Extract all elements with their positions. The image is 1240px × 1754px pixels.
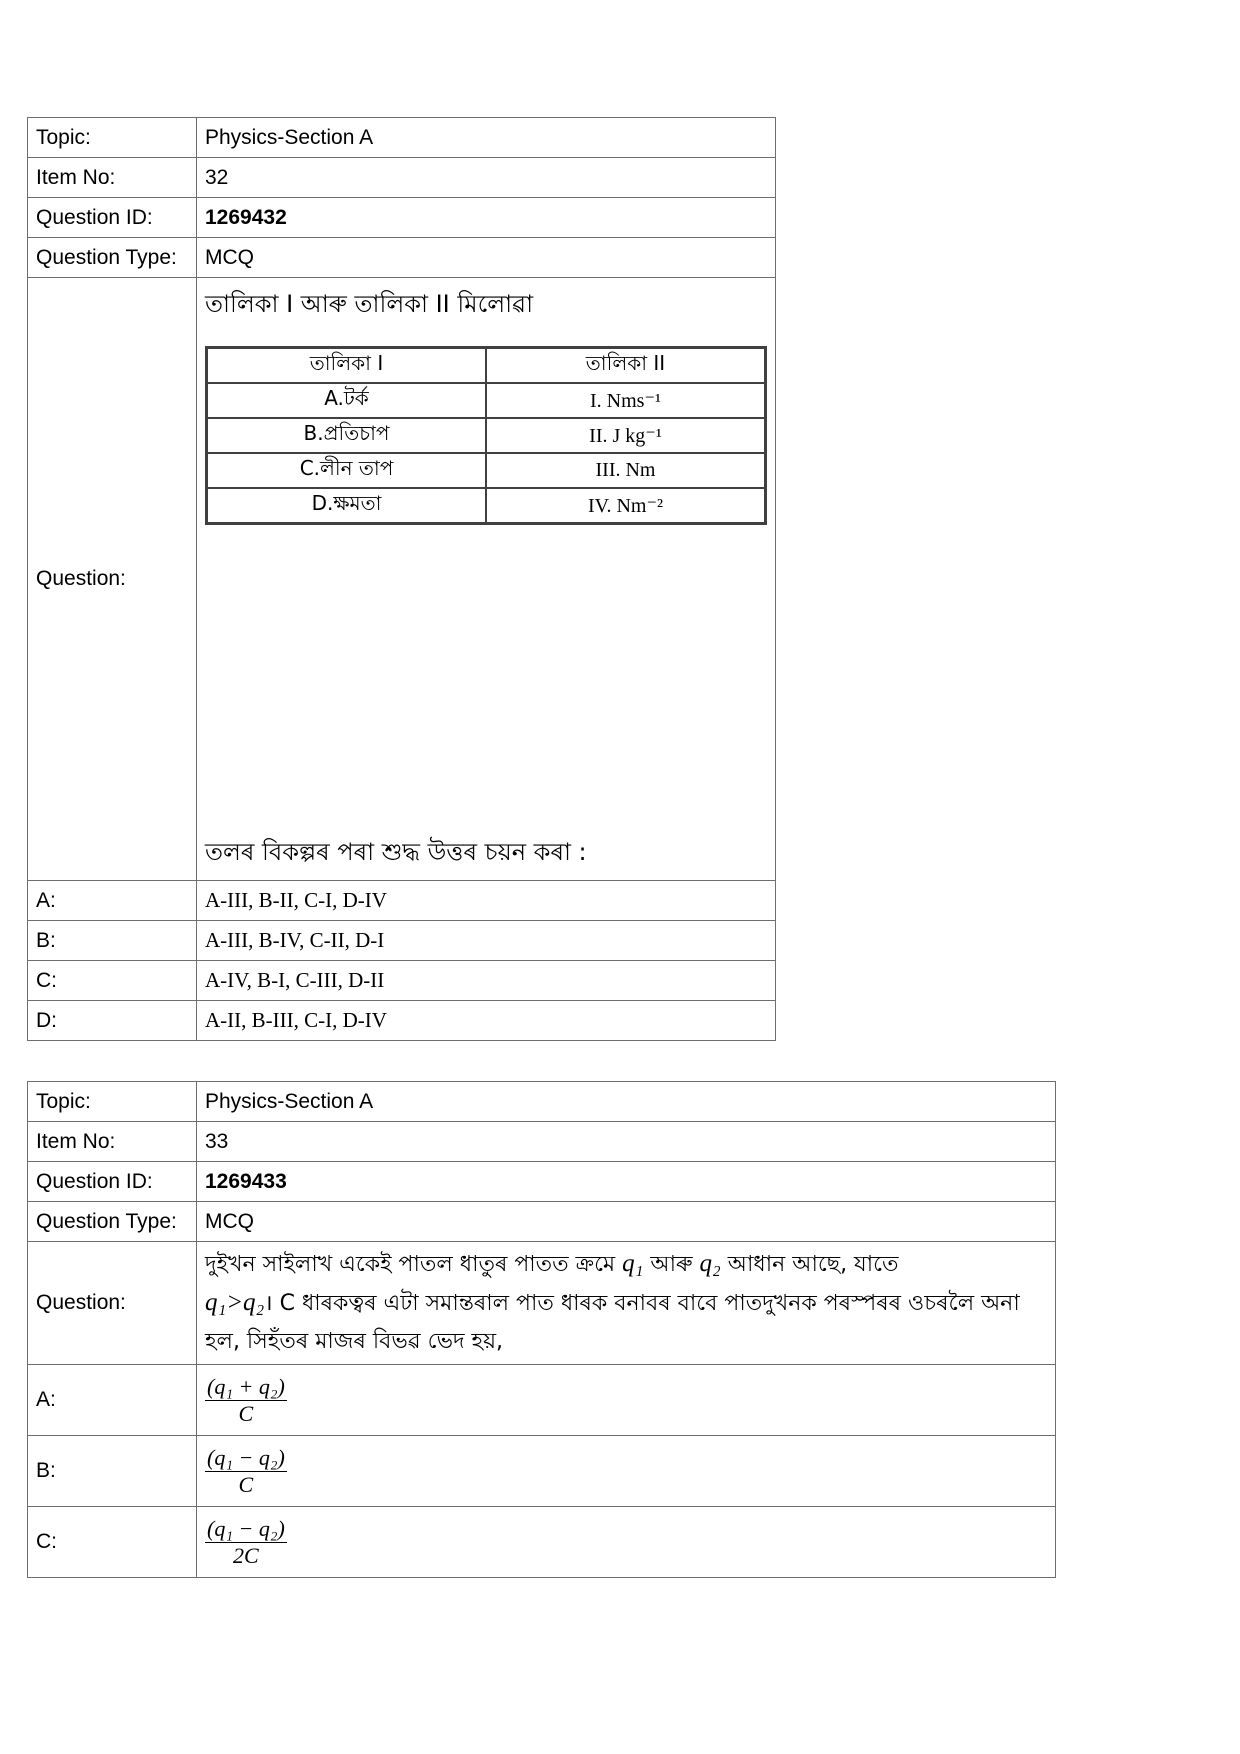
option-a-label: A: — [28, 881, 197, 921]
option-a-label: A: — [28, 1365, 197, 1436]
question-id-value: 1269433 — [197, 1162, 1056, 1202]
match-cell-list-1: C.লীন তাপ — [207, 453, 487, 488]
option-c-value: A-IV, B-I, C-III, D-II — [197, 961, 776, 1001]
option-a-row — [28, 881, 776, 921]
option-a-fraction — [205, 1374, 287, 1427]
item-no-row — [28, 1122, 1056, 1162]
fraction-denominator: C — [238, 1471, 254, 1497]
match-cell-list-2: I. Nms⁻¹ — [486, 383, 766, 418]
match-cell-list-2: III. Nm — [486, 453, 766, 488]
option-d-label: D: — [28, 1001, 197, 1041]
charge-q2: q₂ — [699, 1250, 721, 1277]
option-c-label: C: — [28, 1507, 197, 1578]
topic-row — [28, 1082, 1056, 1122]
option-a-value: A-III, B-II, C-I, D-IV — [197, 881, 776, 921]
question-id-label: Question ID: — [28, 1162, 197, 1202]
option-b-value — [197, 1436, 1056, 1507]
match-table — [205, 346, 767, 525]
question-text-part: আধান আছে, যাতে — [720, 1252, 899, 1277]
fraction-denominator: C — [238, 1400, 254, 1426]
option-c-fraction — [205, 1516, 287, 1569]
option-b-row — [28, 1436, 1056, 1507]
question-text-part: দুইখন সাইলাখ একেই পাতল ধাতুৰ পাতত ক্ৰমে — [205, 1252, 623, 1277]
match-cell-list-1: D.ক্ষমতা — [207, 488, 487, 524]
match-cell-list-2: IV. Nm⁻² — [486, 488, 766, 524]
topic-value: Physics-Section A — [197, 118, 776, 158]
question-text — [205, 1245, 1047, 1361]
question-label: Question: — [28, 278, 197, 881]
question-outro: তলৰ বিকল্পৰ পৰা শুদ্ধ উত্তৰ চয়ন কৰা : — [205, 838, 587, 866]
match-row — [207, 383, 766, 418]
fraction-numerator: (q₁ + q₂) — [207, 1373, 285, 1399]
question-id-row — [28, 198, 776, 238]
match-table-header — [207, 348, 766, 384]
charge-q1: q₁ — [622, 1250, 644, 1277]
charge-condition: q₁>q₂ — [205, 1289, 265, 1316]
item-no-value: 33 — [197, 1122, 1056, 1162]
match-row — [207, 488, 766, 524]
option-b-fraction — [205, 1445, 287, 1498]
option-a-row — [28, 1365, 1056, 1436]
match-row — [207, 418, 766, 453]
question-row — [28, 278, 776, 881]
question-id-row — [28, 1162, 1056, 1202]
option-b-value: A-III, B-IV, C-II, D-I — [197, 921, 776, 961]
question-intro: তালিকা I আৰু তালিকা II মিলোৱা — [205, 290, 534, 318]
question-label: Question: — [28, 1242, 197, 1365]
match-row — [207, 453, 766, 488]
question-id-label: Question ID: — [28, 198, 197, 238]
option-a-value — [197, 1365, 1056, 1436]
match-cell-list-1: A.টৰ্ক — [207, 383, 487, 418]
question-33-table — [27, 1081, 1056, 1578]
fraction-numerator: (q₁ − q₂) — [207, 1444, 285, 1470]
question-content — [197, 278, 776, 881]
topic-label: Topic: — [28, 118, 197, 158]
option-d-value: A-II, B-III, C-I, D-IV — [197, 1001, 776, 1041]
option-b-label: B: — [28, 921, 197, 961]
item-no-label: Item No: — [28, 158, 197, 198]
option-c-row — [28, 961, 776, 1001]
topic-value: Physics-Section A — [197, 1082, 1056, 1122]
match-cell-list-1: B.প্ৰতিচাপ — [207, 418, 487, 453]
option-b-row — [28, 921, 776, 961]
question-text-part: আৰু — [643, 1252, 700, 1277]
question-type-value: MCQ — [197, 238, 776, 278]
option-c-row — [28, 1507, 1056, 1578]
question-type-row — [28, 1202, 1056, 1242]
question-type-label: Question Type: — [28, 1202, 197, 1242]
item-no-label: Item No: — [28, 1122, 197, 1162]
item-no-row — [28, 158, 776, 198]
option-b-label: B: — [28, 1436, 197, 1507]
item-no-value: 32 — [197, 158, 776, 198]
option-c-value — [197, 1507, 1056, 1578]
question-type-label: Question Type: — [28, 238, 197, 278]
match-header-list-2: তালিকা II — [486, 348, 766, 384]
fraction-numerator: (q₁ − q₂) — [207, 1515, 285, 1541]
topic-row — [28, 118, 776, 158]
question-id-value: 1269432 — [197, 198, 776, 238]
topic-label: Topic: — [28, 1082, 197, 1122]
question-type-value: MCQ — [197, 1202, 1056, 1242]
question-32-table — [27, 117, 776, 1041]
fraction-denominator: 2C — [233, 1542, 259, 1568]
question-type-row — [28, 238, 776, 278]
match-header-list-1: তালিকা I — [207, 348, 487, 384]
question-content — [197, 1242, 1056, 1365]
question-row — [28, 1242, 1056, 1365]
match-cell-list-2: II. J kg⁻¹ — [486, 418, 766, 453]
question-text-part: । C ধাৰকত্বৰ এটা সমান্তৰাল পাত ধাৰক বনাবৰ বাবে পাতদুখনক পৰস্পৰৰ ওচৰলৈ অনা হল, সিহঁতৰ মাজৰ বিভৱ ভেদ হয়, — [205, 1291, 1020, 1354]
option-c-label: C: — [28, 961, 197, 1001]
option-d-row — [28, 1001, 776, 1041]
